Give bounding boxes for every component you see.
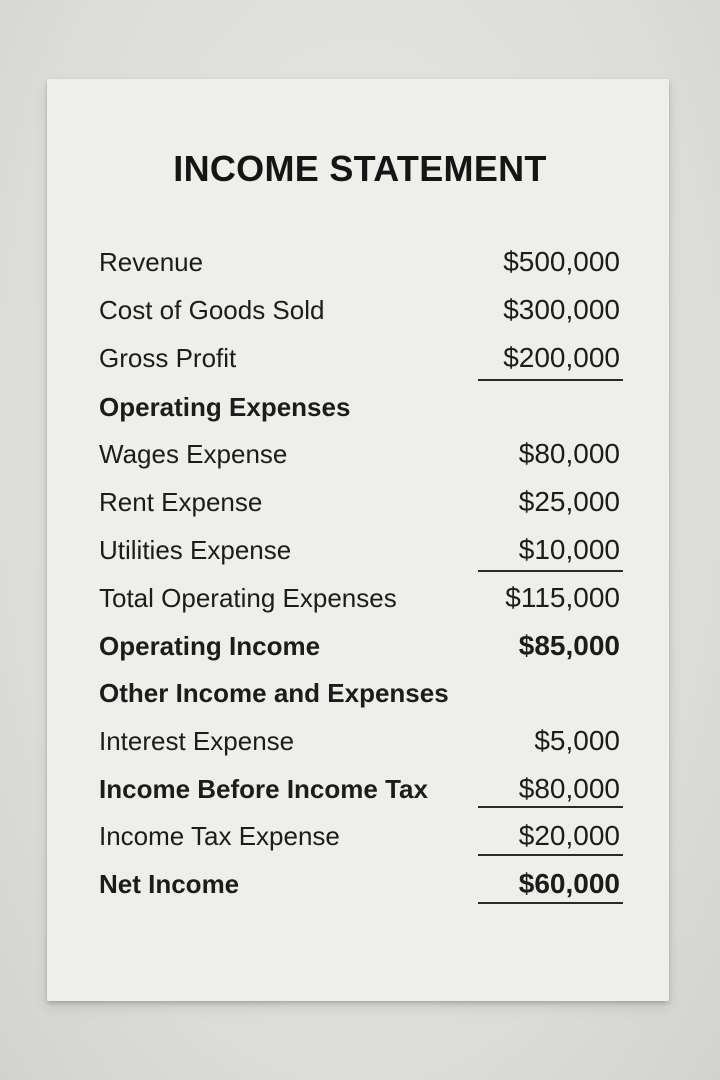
row-label: Interest Expense <box>99 726 295 756</box>
row-label: Total Operating Expenses <box>99 583 397 613</box>
row-label: Net Income <box>99 869 240 899</box>
row-label: Income Before Income Tax <box>99 774 428 804</box>
row-amount: $300,000 <box>503 294 620 325</box>
row-label: Revenue <box>99 247 204 277</box>
row-other-income-expenses-heading <box>99 668 620 708</box>
statement-title: INCOME STATEMENT <box>173 148 547 189</box>
row-amount: $200,000 <box>503 342 620 373</box>
row-label: Operating Income <box>99 631 321 661</box>
row-amount: $25,000 <box>518 486 620 517</box>
row-operating-income <box>99 621 620 661</box>
row-revenue <box>99 237 620 277</box>
row-label: Income Tax Expense <box>99 821 340 851</box>
row-amount: $500,000 <box>503 246 620 277</box>
underline-rule <box>478 806 623 808</box>
row-income-before-tax <box>99 764 620 804</box>
row-amount: $10,000 <box>518 534 620 565</box>
row-cost-of-goods-sold <box>99 285 620 325</box>
row-label: Utilities Expense <box>99 535 292 565</box>
row-label: Wages Expense <box>99 439 288 469</box>
row-amount: $20,000 <box>518 820 620 851</box>
row-utilities-expense <box>99 525 620 565</box>
row-wages-expense <box>99 429 620 469</box>
row-label: Rent Expense <box>99 487 263 517</box>
row-operating-expenses-heading <box>99 382 620 422</box>
row-label: Gross Profit <box>99 343 237 373</box>
row-income-tax-expense <box>99 811 620 851</box>
row-amount: $60,000 <box>518 868 620 899</box>
row-gross-profit <box>99 333 620 373</box>
row-interest-expense <box>99 716 620 756</box>
row-amount: $5,000 <box>534 725 620 756</box>
section-heading: Other Income and Expenses <box>99 678 449 708</box>
row-total-operating-expenses <box>99 573 620 613</box>
row-amount: $80,000 <box>518 773 620 804</box>
section-heading: Operating Expenses <box>99 392 351 422</box>
underline-rule <box>478 570 623 572</box>
row-amount: $115,000 <box>505 582 620 613</box>
underline-rule <box>478 854 623 856</box>
row-net-income <box>99 859 620 899</box>
row-rent-expense <box>99 477 620 517</box>
row-amount: $80,000 <box>518 438 620 469</box>
row-amount: $85,000 <box>518 630 620 661</box>
underline-rule <box>478 379 623 381</box>
row-label: Cost of Goods Sold <box>99 295 325 325</box>
underline-rule <box>478 902 623 904</box>
